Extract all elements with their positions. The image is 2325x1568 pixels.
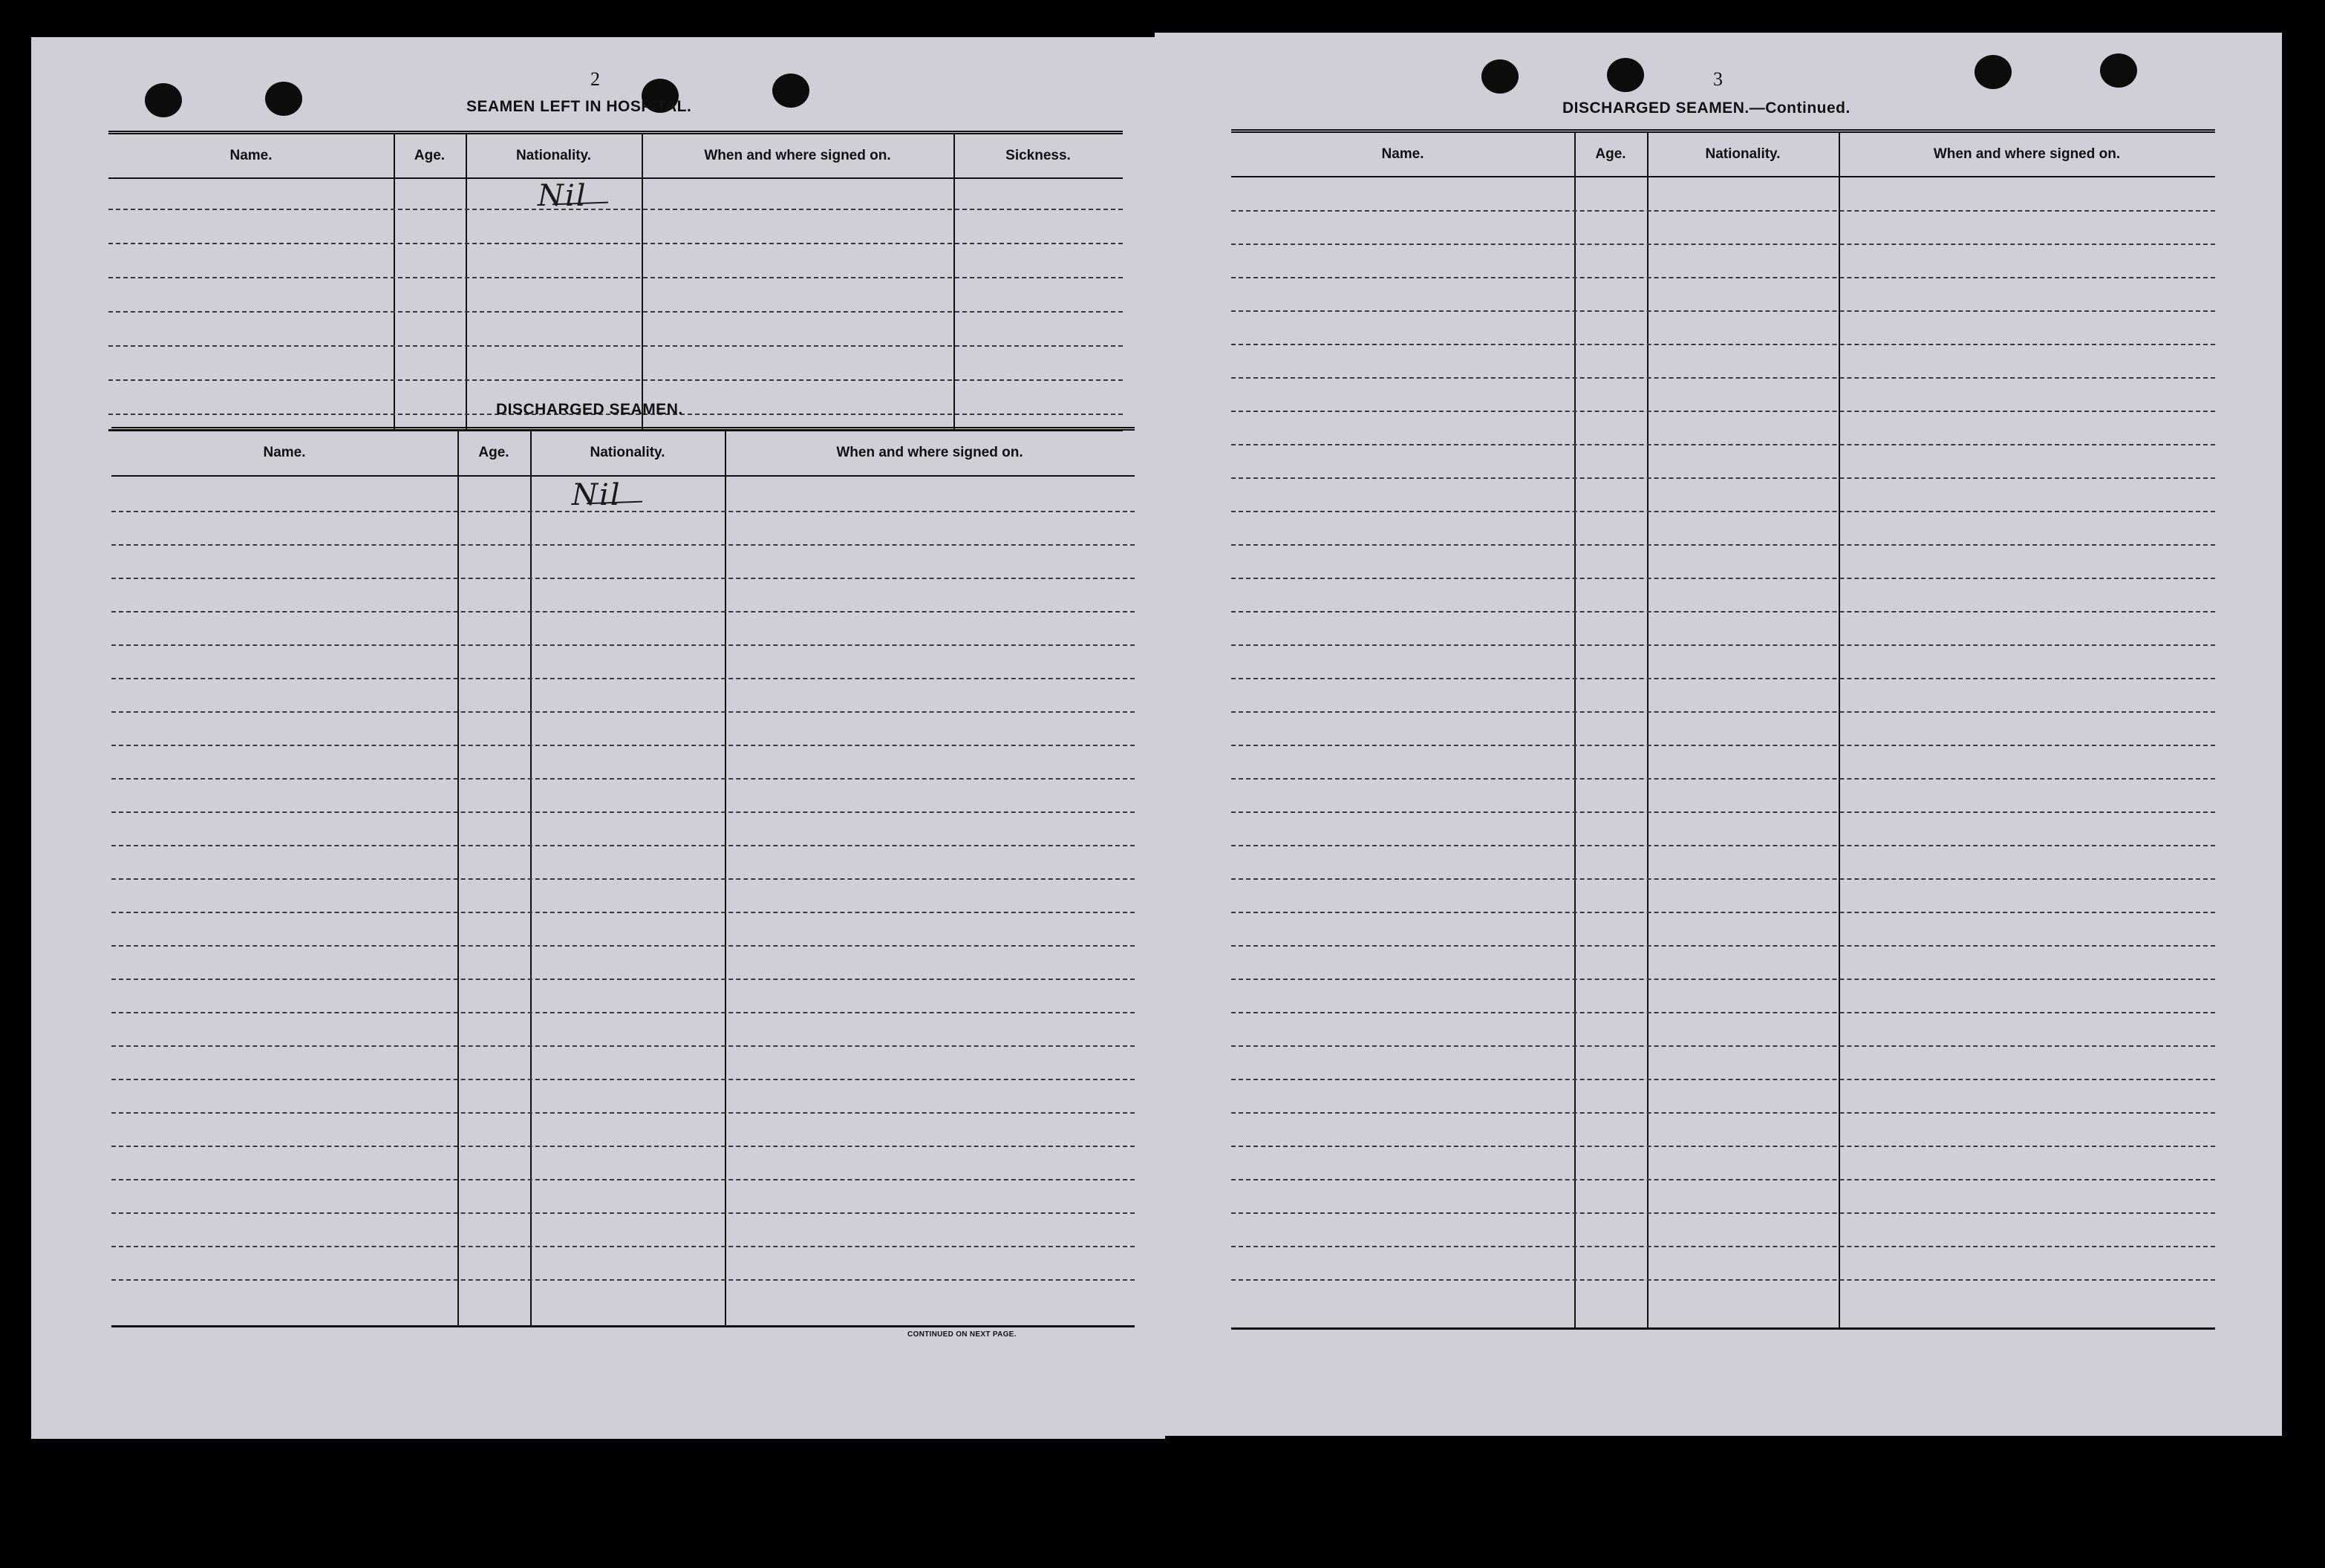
col-nationality: Nationality.	[1705, 146, 1781, 162]
ruled-row	[1231, 1079, 2215, 1080]
column-rule	[1647, 133, 1649, 1330]
ruled-row	[1231, 1045, 2215, 1047]
ruled-row	[111, 811, 1135, 813]
col-age: Age.	[414, 148, 446, 163]
discharged-table-header	[111, 431, 1135, 477]
ruled-row	[1231, 444, 2215, 445]
punch-hole	[2100, 53, 2137, 88]
ruled-row	[111, 945, 1135, 947]
ruled-row	[1231, 1179, 2215, 1180]
ruled-row	[1231, 979, 2215, 980]
column-rule	[642, 134, 643, 431]
col-signed-on: When and where signed on.	[836, 445, 1023, 460]
ruled-row	[1231, 477, 2215, 479]
ruled-row	[111, 878, 1135, 880]
col-age: Age.	[1595, 146, 1626, 162]
punch-hole	[772, 74, 809, 108]
ruled-row	[1231, 745, 2215, 746]
ruled-row	[111, 544, 1135, 546]
page-number: 3	[1713, 68, 1723, 90]
ruled-row	[1231, 711, 2215, 713]
right-page	[1155, 33, 2282, 1436]
ruled-row	[1231, 644, 2215, 646]
ruled-row	[111, 1179, 1135, 1180]
col-name: Name.	[263, 445, 306, 460]
ruled-row	[111, 1079, 1135, 1080]
ruled-row	[1231, 912, 2215, 913]
ruled-row	[111, 778, 1135, 780]
ruled-row	[1231, 945, 2215, 947]
ruled-row	[1231, 544, 2215, 546]
punch-hole	[1975, 55, 2012, 89]
ruled-row	[1231, 310, 2215, 312]
ruled-row	[1231, 1146, 2215, 1147]
ruled-row	[111, 1279, 1135, 1281]
column-rule	[1839, 133, 1840, 1330]
column-rule	[466, 134, 467, 431]
column-rule	[953, 134, 955, 431]
ruled-row	[1231, 411, 2215, 412]
discharged-continued-header	[1231, 133, 2215, 177]
punch-hole	[145, 83, 182, 117]
page-number: 2	[590, 68, 600, 90]
ruled-row	[1231, 811, 2215, 813]
hospital-entry-nil: Nil	[538, 179, 587, 213]
col-nationality: Nationality.	[516, 148, 591, 163]
ruled-row	[1231, 1112, 2215, 1114]
continued-note: CONTINUED ON NEXT PAGE.	[907, 1330, 1017, 1339]
punch-hole	[265, 82, 302, 116]
ruled-row	[1231, 344, 2215, 345]
hospital-section-title: SEAMEN LEFT IN HOSPITAL.	[466, 98, 692, 115]
ruled-row	[111, 678, 1135, 679]
col-sickness: Sickness.	[1005, 148, 1071, 163]
col-name: Name.	[229, 148, 273, 163]
ruled-row	[108, 311, 1123, 313]
ruled-row	[1231, 1246, 2215, 1247]
ruled-row	[1231, 1279, 2215, 1281]
hospital-table	[108, 131, 1123, 431]
ruled-row	[108, 243, 1123, 244]
ruled-row	[111, 1246, 1135, 1247]
ruled-row	[111, 644, 1135, 646]
ruled-row	[111, 1146, 1135, 1147]
col-nationality: Nationality.	[590, 445, 665, 460]
ruled-row	[111, 745, 1135, 746]
ruled-row	[111, 511, 1135, 512]
ruled-row	[1231, 611, 2215, 612]
col-signed-on: When and where signed on.	[1933, 146, 2121, 162]
left-page	[31, 37, 1165, 1439]
discharged-continued-table	[1231, 129, 2215, 1330]
ruled-row	[1231, 778, 2215, 780]
hospital-table-header	[108, 134, 1123, 179]
col-name: Name.	[1381, 146, 1424, 162]
ruled-row	[111, 611, 1135, 612]
ruled-row	[111, 1012, 1135, 1013]
col-age: Age.	[478, 445, 509, 460]
ruled-row	[1231, 511, 2215, 512]
discharged-continued-title: DISCHARGED SEAMEN.—Continued.	[1562, 99, 1850, 117]
ruled-row	[111, 711, 1135, 713]
ruled-row	[111, 845, 1135, 846]
column-rule	[394, 134, 395, 431]
punch-hole	[1481, 59, 1519, 94]
ruled-row	[1231, 1012, 2215, 1013]
col-signed-on: When and where signed on.	[704, 148, 891, 163]
ruled-row	[1231, 210, 2215, 212]
discharged-entry-nil: Nil	[572, 478, 622, 512]
ruled-row	[111, 979, 1135, 980]
ruled-row	[111, 1212, 1135, 1214]
ruled-row	[111, 912, 1135, 913]
ruled-row	[1231, 1212, 2215, 1214]
ruled-row	[1231, 377, 2215, 379]
ruled-row	[1231, 845, 2215, 846]
column-rule	[1574, 133, 1576, 1330]
ruled-row	[1231, 277, 2215, 278]
ruled-row	[108, 345, 1123, 347]
ruled-row	[111, 1045, 1135, 1047]
punch-hole	[1607, 58, 1644, 92]
ruled-row	[1231, 578, 2215, 579]
ruled-row	[111, 1112, 1135, 1114]
discharged-table	[111, 427, 1135, 1327]
ruled-row	[1231, 244, 2215, 245]
ruled-row	[111, 578, 1135, 579]
ruled-row	[1231, 678, 2215, 679]
discharged-section-title: DISCHARGED SEAMEN.	[496, 401, 683, 418]
ruled-row	[1231, 878, 2215, 880]
ruled-row	[108, 379, 1123, 381]
ruled-row	[108, 277, 1123, 278]
ruled-row	[108, 209, 1123, 210]
